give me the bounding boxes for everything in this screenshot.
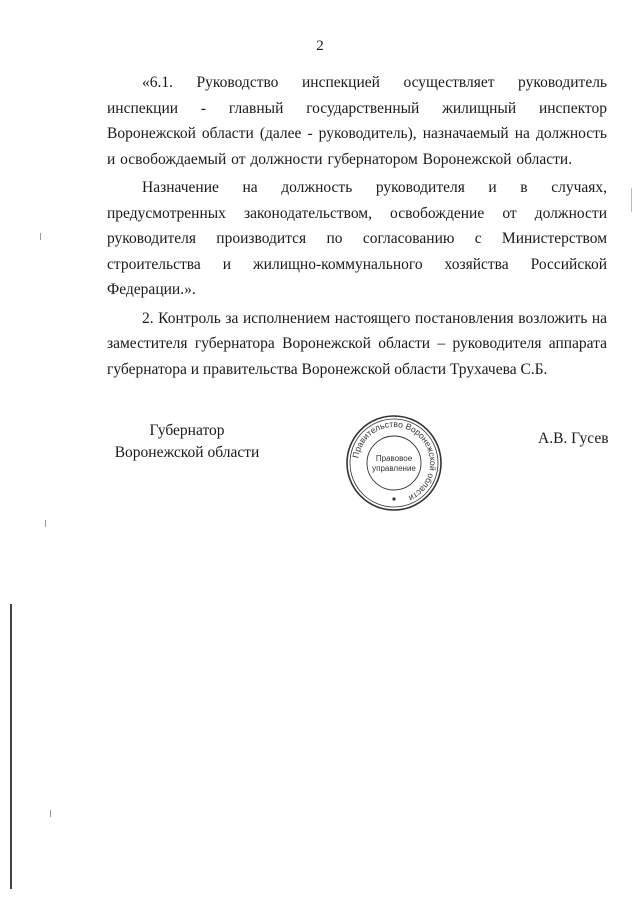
paragraph-control: 2. Контроль за исполнением настоящего постановления возложить на заместителя губернатора Воронежской области – руководителя аппарата губернатора и правительства Воронежской области Трухачева С.Б. xyxy=(107,309,607,378)
scan-margin-line xyxy=(10,604,12,889)
seal-inner-line1: Правовое xyxy=(375,454,413,463)
paragraph-appointment: Назначение на должность руководителя и в случаях, предусмотренных законодательством, освобождение от должности руководителя производится по согласованию с Министерством строительства и жилищно-коммунального хозяйства Российской Федерации.». xyxy=(107,179,607,298)
seal-stamp-icon xyxy=(344,413,444,513)
official-seal xyxy=(344,413,444,513)
page-number: 2 xyxy=(316,38,324,54)
scan-margin-tick xyxy=(45,520,46,527)
scan-margin-tick xyxy=(40,233,41,240)
scan-margin-tick xyxy=(631,188,632,212)
seal-ring-text: Правительство Воронежской области xyxy=(350,418,439,504)
seal-inner-line2: управление xyxy=(372,464,416,473)
paragraph-6-1: «6.1. Руководство инспекцией осуществляет руководитель инспекции - главный государственный жилищный инспектор Воронежской области (далее - руководитель), назначаемый на должность и освобождаемый от должности губернатором Воронежской области. xyxy=(107,74,607,168)
signature-title-line1: Губернатор xyxy=(149,422,225,439)
signatory-name: А.В. Гусев xyxy=(538,430,609,447)
scan-margin-tick xyxy=(50,810,51,817)
document-body xyxy=(107,70,607,385)
signature-title xyxy=(112,420,262,464)
signature-title-line2: Воронежской области xyxy=(114,444,260,461)
